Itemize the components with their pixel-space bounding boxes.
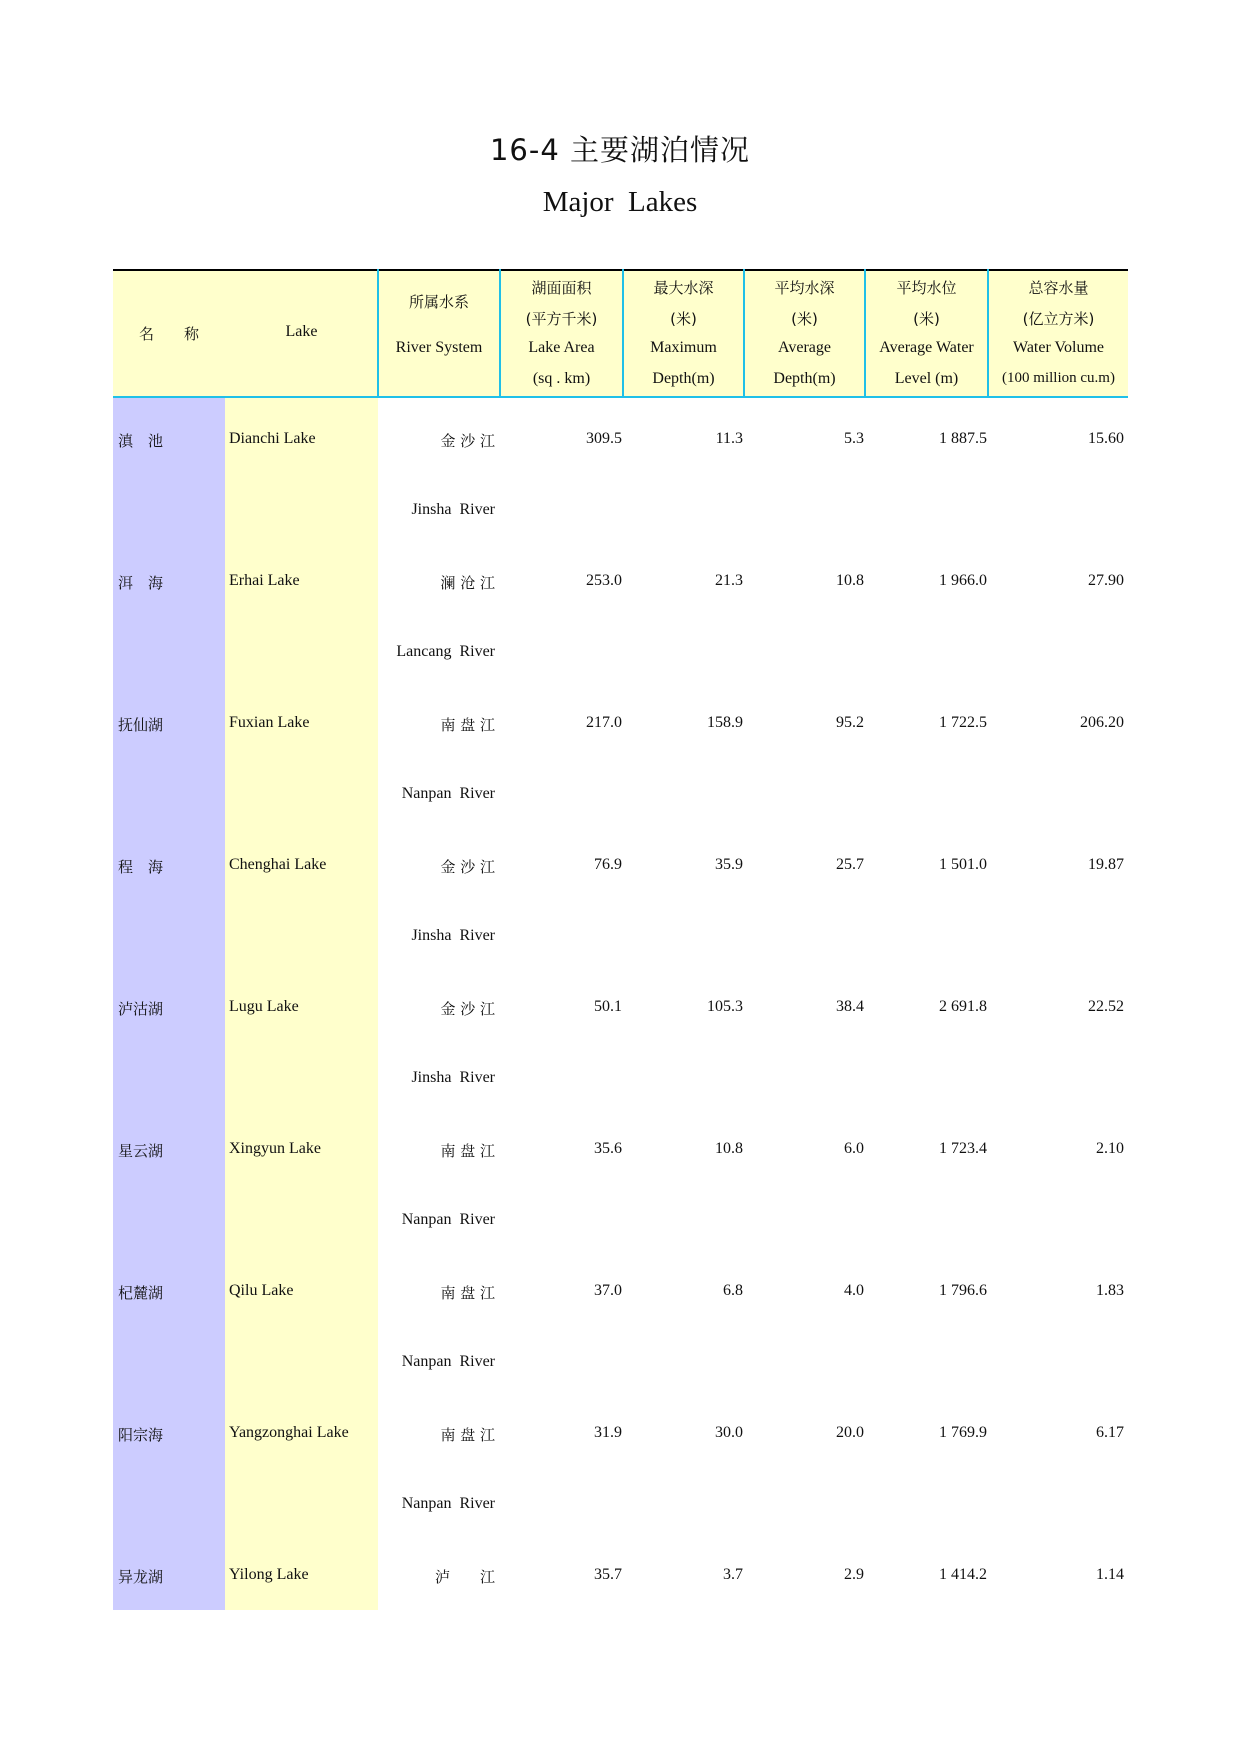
- avg-depth: 38.4: [836, 998, 864, 1015]
- header-avg-level-unit-en: Level (m): [894, 370, 959, 387]
- river-system-cell: [379, 540, 495, 682]
- water-volume: 22.52: [1088, 998, 1124, 1015]
- water-volume: 2.10: [1096, 1140, 1124, 1157]
- avg-water-level: 1 887.5: [939, 430, 987, 447]
- avg-water-level: 1 414.2: [939, 1566, 987, 1583]
- avg-depth: 4.0: [844, 1282, 864, 1299]
- header-avg-level-en: Average Water: [879, 339, 974, 356]
- avg-water-level: 1 501.0: [939, 856, 987, 873]
- river-en: Jinsha River: [411, 927, 495, 944]
- table-header: [113, 269, 1128, 398]
- lake-name-zh: 阳宗海: [118, 1426, 164, 1444]
- river-system-cell: [379, 1108, 495, 1250]
- max-depth: 35.9: [715, 856, 743, 873]
- lake-name-en: Yilong Lake: [229, 1566, 309, 1583]
- lake-area: 31.9: [594, 1424, 622, 1441]
- table-row: [113, 1534, 1128, 1610]
- header-name: [113, 271, 225, 396]
- table-body: [113, 398, 1128, 1610]
- header-volume-unit-en: (100 million cu.m): [1002, 370, 1115, 386]
- river-zh: 金 沙 江: [440, 858, 495, 876]
- avg-depth: 20.0: [836, 1424, 864, 1441]
- river-zh: 南 盘 江: [440, 1142, 495, 1160]
- avg-water-level: 1 722.5: [939, 714, 987, 731]
- river-system-cell: [379, 824, 495, 966]
- max-depth: 105.3: [707, 998, 743, 1015]
- river-system-cell: [379, 1250, 495, 1392]
- header-avg-level-zh: 平均水位: [896, 279, 957, 297]
- table-row: [113, 540, 1128, 682]
- lake-name-en: Chenghai Lake: [229, 856, 327, 873]
- lake-name-zh: 杞麓湖: [118, 1284, 164, 1302]
- lake-name-zh: 洱 海: [118, 574, 164, 592]
- water-volume: 206.20: [1080, 714, 1124, 731]
- avg-depth: 5.3: [844, 430, 864, 447]
- header-name-zh: 名 称: [138, 325, 199, 343]
- avg-depth: 95.2: [836, 714, 864, 731]
- header-max-depth-unit-en: Depth(m): [652, 370, 715, 387]
- lake-name-zh: 星云湖: [118, 1142, 164, 1160]
- water-volume: 1.14: [1096, 1566, 1124, 1583]
- table-row: [113, 824, 1128, 966]
- lake-name-zh: 滇 池: [118, 432, 164, 450]
- lake-area: 50.1: [594, 998, 622, 1015]
- header-max-depth: [624, 271, 743, 396]
- table-row: [113, 682, 1128, 824]
- river-system-cell: [379, 398, 495, 540]
- header-area-unit-en: (sq . km): [532, 370, 591, 387]
- river-zh: 南 盘 江: [440, 1284, 495, 1302]
- lake-area: 253.0: [586, 572, 622, 589]
- lake-name-en: Fuxian Lake: [229, 714, 310, 731]
- avg-water-level: 1 796.6: [939, 1282, 987, 1299]
- max-depth: 6.8: [723, 1282, 743, 1299]
- table-row: [113, 398, 1128, 540]
- header-avg-depth-unit-zh: (米): [791, 310, 818, 328]
- table-row: [113, 1392, 1128, 1534]
- header-river-en: River System: [395, 339, 483, 356]
- water-volume: 19.87: [1088, 856, 1124, 873]
- header-avg-depth-zh: 平均水深: [774, 279, 835, 297]
- max-depth: 21.3: [715, 572, 743, 589]
- lake-name-zh: 抚仙湖: [118, 716, 164, 734]
- river-zh: 金 沙 江: [440, 1000, 495, 1018]
- table-row: [113, 966, 1128, 1108]
- river-system-cell: [379, 1534, 495, 1610]
- header-max-depth-zh: 最大水深: [653, 279, 714, 297]
- header-volume: [989, 271, 1128, 396]
- header-avg-depth-unit-en: Depth(m): [773, 370, 836, 387]
- header-avg-level-unit-zh: (米): [913, 310, 940, 328]
- lake-area: 217.0: [586, 714, 622, 731]
- lake-area: 35.6: [594, 1140, 622, 1157]
- river-en: Lancang River: [396, 643, 495, 660]
- table-row: [113, 1108, 1128, 1250]
- lake-name-en: Erhai Lake: [229, 572, 300, 589]
- lake-area: 309.5: [586, 430, 622, 447]
- avg-water-level: 1 966.0: [939, 572, 987, 589]
- lake-name-en: Dianchi Lake: [229, 430, 316, 447]
- max-depth: 30.0: [715, 1424, 743, 1441]
- lake-name-zh: 泸沽湖: [118, 1000, 164, 1018]
- header-river-system: [379, 271, 499, 396]
- lake-area: 35.7: [594, 1566, 622, 1583]
- avg-water-level: 1 723.4: [939, 1140, 987, 1157]
- avg-depth: 2.9: [844, 1566, 864, 1583]
- river-zh: 泸 江: [434, 1568, 495, 1586]
- header-avg-depth-en: Average: [778, 339, 831, 356]
- lake-name-en: Qilu Lake: [229, 1282, 294, 1299]
- river-zh: 南 盘 江: [440, 1426, 495, 1444]
- major-lakes-table: [113, 269, 1128, 1610]
- avg-depth: 25.7: [836, 856, 864, 873]
- river-en: Nanpan River: [401, 785, 495, 802]
- header-area-unit-zh: (平方千米): [525, 310, 598, 328]
- header-volume-unit-zh: (亿立方米): [1022, 310, 1095, 328]
- lake-name-zh: 异龙湖: [118, 1568, 164, 1586]
- lake-name-en: Yangzonghai Lake: [229, 1424, 349, 1441]
- water-volume: 1.83: [1096, 1282, 1124, 1299]
- lake-name-en: Xingyun Lake: [229, 1140, 321, 1157]
- header-area-zh: 湖面面积: [531, 279, 592, 297]
- header-river-zh: 所属水系: [408, 293, 469, 311]
- river-zh: 金 沙 江: [440, 432, 495, 450]
- water-volume: 27.90: [1088, 572, 1124, 589]
- lake-area: 76.9: [594, 856, 622, 873]
- water-volume: 6.17: [1096, 1424, 1124, 1441]
- river-zh: 澜 沧 江: [440, 574, 495, 592]
- lake-name-en: Lugu Lake: [229, 998, 299, 1015]
- river-system-cell: [379, 1392, 495, 1534]
- header-area: [501, 271, 622, 396]
- river-en: Nanpan River: [401, 1495, 495, 1512]
- max-depth: 158.9: [707, 714, 743, 731]
- river-en: Nanpan River: [401, 1211, 495, 1228]
- avg-depth: 6.0: [844, 1140, 864, 1157]
- page-title-en: Major Lakes: [542, 186, 698, 218]
- lake-area: 37.0: [594, 1282, 622, 1299]
- river-en: Jinsha River: [411, 501, 495, 518]
- river-en: Jinsha River: [411, 1069, 495, 1086]
- avg-water-level: 1 769.9: [939, 1424, 987, 1441]
- table-row: [113, 1250, 1128, 1392]
- river-en: Nanpan River: [401, 1353, 495, 1370]
- page-title-zh: 16-4 主要湖泊情况: [489, 133, 751, 167]
- header-max-depth-unit-zh: (米): [670, 310, 697, 328]
- header-volume-en: Water Volume: [1013, 339, 1104, 356]
- max-depth: 10.8: [715, 1140, 743, 1157]
- header-lake-en: Lake: [285, 323, 318, 340]
- header-avg-depth: [745, 271, 864, 396]
- max-depth: 11.3: [715, 430, 743, 447]
- river-system-cell: [379, 682, 495, 824]
- avg-water-level: 2 691.8: [939, 998, 987, 1015]
- max-depth: 3.7: [723, 1566, 743, 1583]
- avg-depth: 10.8: [836, 572, 864, 589]
- lake-name-zh: 程 海: [118, 858, 164, 876]
- header-avg-level: [866, 271, 987, 396]
- header-area-en: Lake Area: [528, 339, 595, 356]
- header-volume-zh: 总容水量: [1028, 279, 1089, 297]
- river-system-cell: [379, 966, 495, 1108]
- water-volume: 15.60: [1088, 430, 1124, 447]
- header-max-depth-en: Maximum: [650, 339, 717, 356]
- header-lake: [225, 271, 378, 396]
- river-zh: 南 盘 江: [440, 716, 495, 734]
